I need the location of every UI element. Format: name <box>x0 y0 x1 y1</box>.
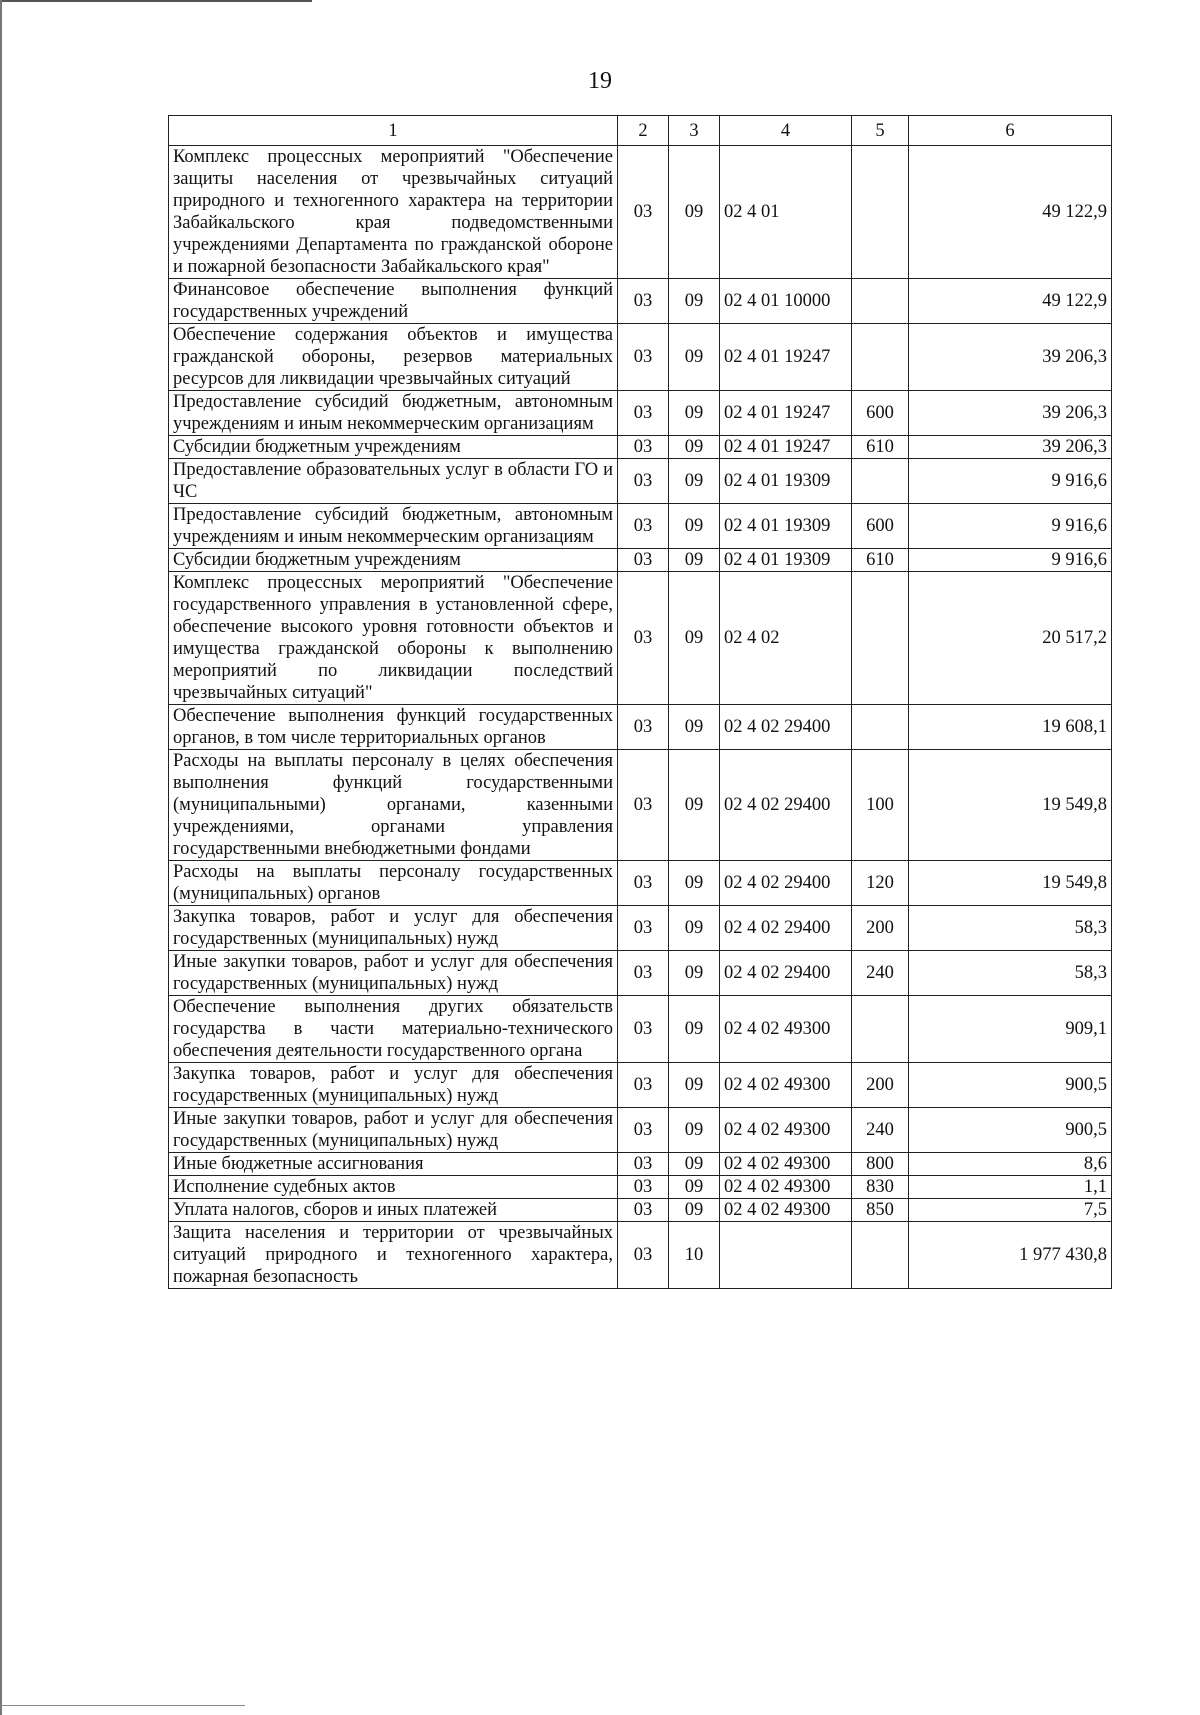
subsection-code-cell: 09 <box>669 324 720 391</box>
subsection-code-cell: 09 <box>669 861 720 906</box>
table-row <box>169 1199 1112 1222</box>
expense-type-code-cell: 610 <box>852 549 909 572</box>
amount-cell: 39 206,3 <box>909 391 1112 436</box>
target-item-code-cell: 02 4 02 <box>720 572 852 705</box>
subsection-code-cell: 09 <box>669 1063 720 1108</box>
amount-cell: 1 977 430,8 <box>909 1222 1112 1289</box>
section-code-cell: 03 <box>618 146 669 279</box>
amount-cell: 49 122,9 <box>909 279 1112 324</box>
page-number: 19 <box>588 68 612 94</box>
target-item-code-cell: 02 4 02 49300 <box>720 1153 852 1176</box>
target-item-code-cell: 02 4 02 29400 <box>720 906 852 951</box>
target-item-code-cell: 02 4 01 19309 <box>720 504 852 549</box>
amount-cell: 8,6 <box>909 1153 1112 1176</box>
expense-type-code-cell: 120 <box>852 861 909 906</box>
expense-type-code-cell <box>852 996 909 1063</box>
row-name-cell: Уплата налогов, сборов и иных платежей <box>169 1199 618 1222</box>
table-row <box>169 436 1112 459</box>
target-item-code-cell: 02 4 01 19247 <box>720 324 852 391</box>
table-body <box>169 146 1112 1289</box>
section-code-cell: 03 <box>618 861 669 906</box>
scan-edge-line-left <box>0 0 2 1715</box>
table-row <box>169 1063 1112 1108</box>
budget-table <box>168 115 1112 1289</box>
target-item-code-cell: 02 4 01 <box>720 146 852 279</box>
subsection-code-cell: 09 <box>669 750 720 861</box>
subsection-code-cell: 09 <box>669 951 720 996</box>
row-name-cell: Субсидии бюджетным учреждениям <box>169 436 618 459</box>
target-item-code-cell: 02 4 02 49300 <box>720 1108 852 1153</box>
expense-type-code-cell <box>852 572 909 705</box>
section-code-cell: 03 <box>618 1153 669 1176</box>
amount-cell: 49 122,9 <box>909 146 1112 279</box>
amount-cell: 9 916,6 <box>909 549 1112 572</box>
table-row <box>169 906 1112 951</box>
section-code-cell: 03 <box>618 436 669 459</box>
target-item-code-cell: 02 4 01 19309 <box>720 459 852 504</box>
row-name-cell: Закупка товаров, работ и услуг для обеспечения государственных (муниципальных) нужд <box>169 1063 618 1108</box>
section-code-cell: 03 <box>618 459 669 504</box>
target-item-code-cell: 02 4 02 29400 <box>720 951 852 996</box>
target-item-code-cell: 02 4 01 19247 <box>720 436 852 459</box>
target-item-code-cell <box>720 1222 852 1289</box>
expense-type-code-cell <box>852 1222 909 1289</box>
row-name-cell: Иные закупки товаров, работ и услуг для обеспечения государственных (муниципальных) нужд <box>169 951 618 996</box>
table-row <box>169 750 1112 861</box>
expense-type-code-cell: 830 <box>852 1176 909 1199</box>
column-header: 2 <box>618 116 669 146</box>
subsection-code-cell: 09 <box>669 1199 720 1222</box>
amount-cell: 9 916,6 <box>909 504 1112 549</box>
table-row <box>169 549 1112 572</box>
amount-cell: 900,5 <box>909 1063 1112 1108</box>
table-row <box>169 705 1112 750</box>
subsection-code-cell: 09 <box>669 549 720 572</box>
target-item-code-cell: 02 4 01 19309 <box>720 549 852 572</box>
amount-cell: 1,1 <box>909 1176 1112 1199</box>
target-item-code-cell: 02 4 02 29400 <box>720 750 852 861</box>
subsection-code-cell: 09 <box>669 504 720 549</box>
table-row <box>169 572 1112 705</box>
row-name-cell: Предоставление субсидий бюджетным, автономным учреждениям и иным некоммерческим организациям <box>169 504 618 549</box>
expense-type-code-cell: 100 <box>852 750 909 861</box>
amount-cell: 7,5 <box>909 1199 1112 1222</box>
subsection-code-cell: 09 <box>669 1176 720 1199</box>
column-header: 5 <box>852 116 909 146</box>
amount-cell: 19 549,8 <box>909 750 1112 861</box>
scan-edge-line-top <box>0 0 312 2</box>
section-code-cell: 03 <box>618 324 669 391</box>
expense-type-code-cell <box>852 459 909 504</box>
row-name-cell: Предоставление субсидий бюджетным, автономным учреждениям и иным некоммерческим организациям <box>169 391 618 436</box>
target-item-code-cell: 02 4 02 49300 <box>720 1176 852 1199</box>
target-item-code-cell: 02 4 02 49300 <box>720 1063 852 1108</box>
scan-edge-line-bottom <box>0 1705 245 1706</box>
expense-type-code-cell: 800 <box>852 1153 909 1176</box>
subsection-code-cell: 09 <box>669 572 720 705</box>
row-name-cell: Иные бюджетные ассигнования <box>169 1153 618 1176</box>
section-code-cell: 03 <box>618 750 669 861</box>
row-name-cell: Иные закупки товаров, работ и услуг для обеспечения государственных (муниципальных) нужд <box>169 1108 618 1153</box>
section-code-cell: 03 <box>618 504 669 549</box>
subsection-code-cell: 09 <box>669 906 720 951</box>
row-name-cell: Расходы на выплаты персоналу государственных (муниципальных) органов <box>169 861 618 906</box>
section-code-cell: 03 <box>618 1176 669 1199</box>
section-code-cell: 03 <box>618 1063 669 1108</box>
section-code-cell: 03 <box>618 996 669 1063</box>
amount-cell: 19 608,1 <box>909 705 1112 750</box>
subsection-code-cell: 09 <box>669 705 720 750</box>
table-row <box>169 951 1112 996</box>
amount-cell: 58,3 <box>909 906 1112 951</box>
subsection-code-cell: 09 <box>669 1153 720 1176</box>
subsection-code-cell: 09 <box>669 436 720 459</box>
table-row <box>169 1153 1112 1176</box>
expense-type-code-cell: 600 <box>852 391 909 436</box>
column-header: 4 <box>720 116 852 146</box>
target-item-code-cell: 02 4 02 49300 <box>720 996 852 1063</box>
section-code-cell: 03 <box>618 906 669 951</box>
row-name-cell: Предоставление образовательных услуг в области ГО и ЧС <box>169 459 618 504</box>
expense-type-code-cell: 610 <box>852 436 909 459</box>
expense-type-code-cell <box>852 324 909 391</box>
subsection-code-cell: 09 <box>669 279 720 324</box>
target-item-code-cell: 02 4 02 29400 <box>720 861 852 906</box>
table-row <box>169 1176 1112 1199</box>
column-header: 1 <box>169 116 618 146</box>
target-item-code-cell: 02 4 02 29400 <box>720 705 852 750</box>
section-code-cell: 03 <box>618 549 669 572</box>
table-row <box>169 146 1112 279</box>
expense-type-code-cell: 200 <box>852 906 909 951</box>
amount-cell: 19 549,8 <box>909 861 1112 906</box>
row-name-cell: Закупка товаров, работ и услуг для обеспечения государственных (муниципальных) нужд <box>169 906 618 951</box>
table-row <box>169 324 1112 391</box>
column-header: 3 <box>669 116 720 146</box>
subsection-code-cell: 09 <box>669 996 720 1063</box>
section-code-cell: 03 <box>618 705 669 750</box>
section-code-cell: 03 <box>618 1222 669 1289</box>
section-code-cell: 03 <box>618 1199 669 1222</box>
table-row <box>169 1222 1112 1289</box>
subsection-code-cell: 10 <box>669 1222 720 1289</box>
row-name-cell: Комплекс процессных мероприятий "Обеспечение защиты населения от чрезвычайных ситуаций природного и техногенного характера на территории Забайкальского края подведомственными учреждениями Департамента по гражданской обороне и пожарной безопасности Забайкальского края" <box>169 146 618 279</box>
expense-type-code-cell: 240 <box>852 951 909 996</box>
row-name-cell: Субсидии бюджетным учреждениям <box>169 549 618 572</box>
row-name-cell: Комплекс процессных мероприятий "Обеспечение государственного управления в установленной сфере, обеспечение высокого уровня готовности объектов и имущества гражданской обороны к выполнению мероприятий по ликвидации последствий чрезвычайных ситуаций" <box>169 572 618 705</box>
table-row <box>169 504 1112 549</box>
expense-type-code-cell: 850 <box>852 1199 909 1222</box>
table-row <box>169 391 1112 436</box>
target-item-code-cell: 02 4 02 49300 <box>720 1199 852 1222</box>
table-row <box>169 861 1112 906</box>
amount-cell: 909,1 <box>909 996 1112 1063</box>
row-name-cell: Исполнение судебных актов <box>169 1176 618 1199</box>
amount-cell: 39 206,3 <box>909 324 1112 391</box>
row-name-cell: Обеспечение содержания объектов и имущества гражданской обороны, резервов материальных ресурсов для ликвидации чрезвычайных ситуаций <box>169 324 618 391</box>
amount-cell: 58,3 <box>909 951 1112 996</box>
expense-type-code-cell: 200 <box>852 1063 909 1108</box>
table-row <box>169 459 1112 504</box>
row-name-cell: Защита населения и территории от чрезвычайных ситуаций природного и техногенного характера, пожарная безопасность <box>169 1222 618 1289</box>
expense-type-code-cell <box>852 279 909 324</box>
table-row <box>169 996 1112 1063</box>
expense-type-code-cell: 240 <box>852 1108 909 1153</box>
section-code-cell: 03 <box>618 391 669 436</box>
row-name-cell: Финансовое обеспечение выполнения функций государственных учреждений <box>169 279 618 324</box>
table-header-row <box>169 116 1112 146</box>
column-header: 6 <box>909 116 1112 146</box>
section-code-cell: 03 <box>618 279 669 324</box>
amount-cell: 9 916,6 <box>909 459 1112 504</box>
amount-cell: 900,5 <box>909 1108 1112 1153</box>
expense-type-code-cell: 600 <box>852 504 909 549</box>
expense-type-code-cell <box>852 146 909 279</box>
section-code-cell: 03 <box>618 1108 669 1153</box>
row-name-cell: Обеспечение выполнения функций государственных органов, в том числе территориальных органов <box>169 705 618 750</box>
target-item-code-cell: 02 4 01 10000 <box>720 279 852 324</box>
subsection-code-cell: 09 <box>669 391 720 436</box>
amount-cell: 39 206,3 <box>909 436 1112 459</box>
row-name-cell: Расходы на выплаты персоналу в целях обеспечения выполнения функций государственными (муниципальными) органами, казенными учреждениями, органами управления государственными внебюджетными фондами <box>169 750 618 861</box>
subsection-code-cell: 09 <box>669 146 720 279</box>
section-code-cell: 03 <box>618 572 669 705</box>
subsection-code-cell: 09 <box>669 1108 720 1153</box>
table-row <box>169 1108 1112 1153</box>
row-name-cell: Обеспечение выполнения других обязательств государства в части материально-технического обеспечения деятельности государственного органа <box>169 996 618 1063</box>
table-row <box>169 279 1112 324</box>
amount-cell: 20 517,2 <box>909 572 1112 705</box>
subsection-code-cell: 09 <box>669 459 720 504</box>
target-item-code-cell: 02 4 01 19247 <box>720 391 852 436</box>
expense-type-code-cell <box>852 705 909 750</box>
section-code-cell: 03 <box>618 951 669 996</box>
